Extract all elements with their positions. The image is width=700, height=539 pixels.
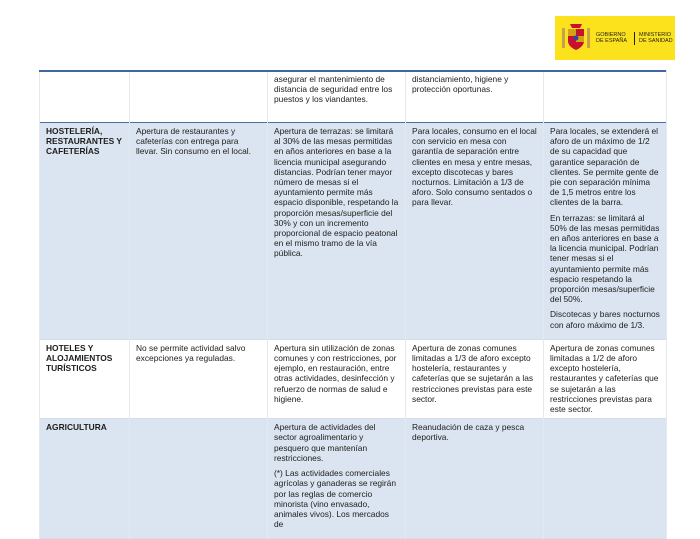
phase0-cell: Apertura de restaurantes y cafeterías con entrega para llevar. Sin consumo en el local. [130, 123, 268, 340]
phase2-cell: Para locales, consumo en el local con servicio en mesa con garantía de separación entre clientes en mesa y entre mesas, excepto discotecas y bares nocturnos. Limitación a 1/3 de aforo. Solo consumo sentados o para llevar. [406, 123, 544, 340]
coat-of-arms-icon [560, 20, 592, 56]
table-top-rule [39, 70, 666, 72]
measures-table [39, 70, 667, 539]
phase2-cell: Apertura de zonas comunes limitadas a 1/3 de aforo excepto hostelería, restaurantes y cafeterías que se sujetarán a las restricciones previstas para este sector. [406, 339, 544, 418]
table-row [40, 123, 667, 340]
phase3-cell: Apertura de zonas comunes limitadas a 1/2 de aforo excepto hostelería, restaurantes y cafeterías que se sujetarán a las restricciones previstas para este sector. [544, 339, 667, 418]
paragraph: En terrazas: se limitará al 50% de las mesas permitidas en años anteriores en base a la licencia municipal. Podrían tener mesas si el ayuntamiento permite más espacio respetando la proporción mesas/superficie del 50%. [550, 212, 660, 305]
sector-cell: AGRICULTURA [40, 419, 130, 539]
sector-cell: HOSTELERÍA, RESTAURANTES Y CAFETERÍAS [40, 123, 130, 340]
phase0-cell: No se permite actividad salvo excepciones ya reguladas. [130, 339, 268, 418]
phase0-cell [130, 419, 268, 539]
phase3-cell [544, 123, 667, 340]
paragraph: Apertura de actividades del sector agroalimentario y pesquero que mantenían restricciones. [274, 422, 376, 463]
gobierno-label: GOBIERNO DE ESPAÑA [596, 31, 628, 44]
government-logo-banner [555, 16, 675, 60]
phase1-cell [268, 419, 406, 539]
phase1-cell: Apertura sin utilización de zonas comunes y con restricciones, por ejemplo, en restauración, entre otras actividades, desinfección y refuerzo de normas de salud e higiene. [268, 339, 406, 418]
ministerio-label: MINISTERIO DE SANIDAD [634, 32, 675, 45]
paragraph: Para locales, se extenderá el aforo de un máximo de 1/2 de su capacidad que garantice separación de clientes. Se permite gente de pie con separación mínima de 1,5 metros entre los clientes de la barra. [550, 126, 659, 208]
table-row [40, 419, 667, 539]
phase0-cell [130, 71, 268, 123]
phase1-cell: asegurar el mantenimiento de distancia de seguridad entre los puestos y los viandantes. [268, 71, 406, 123]
paragraph: Discotecas y bares nocturnos con aforo máximo de 1/3. [550, 309, 660, 330]
sector-cell: HOTELES Y ALOJAMIENTOS TURÍSTICOS [40, 339, 130, 418]
phase3-cell [544, 419, 667, 539]
phase2-cell: Reanudación de caza y pesca deportiva. [406, 419, 544, 539]
table-row [40, 71, 667, 123]
phase3-cell [544, 71, 667, 123]
sector-cell [40, 71, 130, 123]
phase1-cell: Apertura de terrazas: se limitará al 30% de las mesas permitidas en años anteriores en base a la licencia municipal asegurando distancias. Podrían tener mayor número de mesas si el ayuntamiento permite más espacio disponible, respetando la proporción mesas/superficie del 30% y con un incremento proporcional de espacio peatonal en el mismo tramo de la vía pública. [268, 123, 406, 340]
phase2-cell: distanciamiento, higiene y protección oportunas. [406, 71, 544, 123]
table-row [40, 339, 667, 418]
paragraph: (*) Las actividades comerciales agrícolas y ganaderas se regirán por las reglas de comercio minorista (vino envasado, animales vivos). Los mercados de [274, 468, 396, 530]
